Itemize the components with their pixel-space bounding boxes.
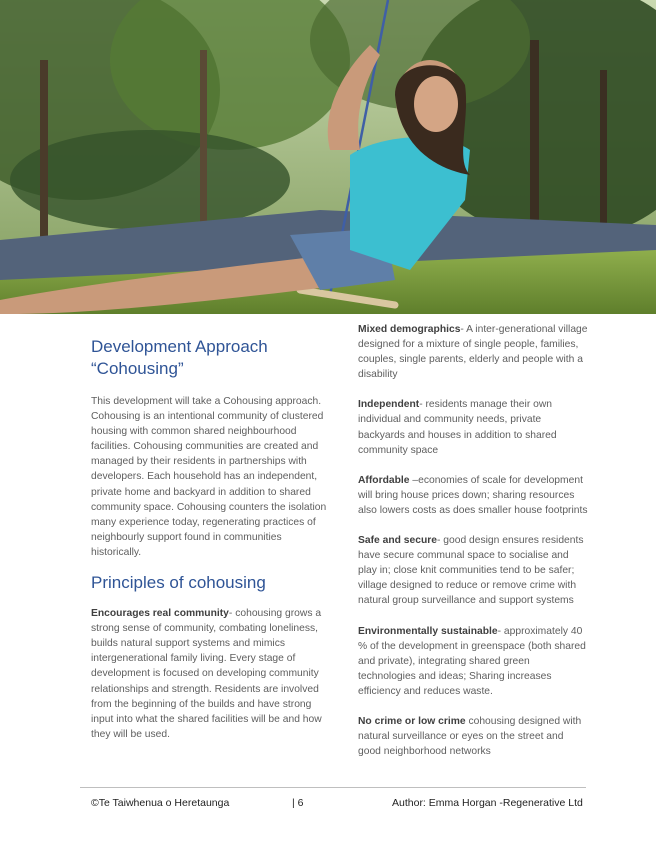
principle-safe-and-secure: [358, 533, 588, 608]
principle-title: Affordable: [358, 474, 410, 486]
cohousing-intro-paragraph: This development will take a Cohousing approach. Cohousing is an intentional community of clustered housing with common shared neighbourhood facilities. Cohousing communities are created and managed by their residents in partnerships with developers. Each household has an independent, private home and backyard in addition to shared community space. Cohousing counters the isolation many experience today, regenerating practices of neighbourly support found in communities historically.: [91, 396, 327, 558]
principle-mixed-demographics: [358, 322, 588, 382]
principle-title: No crime or low crime: [358, 715, 466, 727]
right-column: [358, 322, 588, 774]
principle-independent: [358, 397, 588, 457]
footer-page-number: | 6: [292, 797, 304, 809]
principle-text: - A inter-generational village designed for a mixture of single people, families, couples, single parents, elderly and people with a disability: [358, 324, 588, 381]
principle-text: - residents manage their own individual and community needs, private backyards and houses in addition to shared community space: [358, 399, 557, 456]
principle-title: Encourages real community: [91, 608, 229, 620]
principle-encourages-real-community: [91, 606, 327, 742]
principle-title: Environmentally sustainable: [358, 625, 498, 637]
footer-author: Author: Emma Horgan -Regenerative Ltd: [392, 797, 583, 809]
principle-no-crime: [358, 714, 588, 759]
principle-text: cohousing designed with natural surveillance or eyes on the street and good neighborhood networks: [358, 715, 582, 758]
principle-environmentally-sustainable: [358, 624, 588, 699]
principle-title: Safe and secure: [358, 535, 437, 547]
principle-title: Mixed demographics: [358, 324, 461, 335]
footer-divider: [80, 787, 586, 788]
hero-photo: [0, 0, 656, 314]
development-approach-heading: Development Approach “Cohousing”: [91, 337, 268, 378]
principle-text: - good design ensures residents have secure communal space to socialise and play in; close knit communities tend to be safer; village designed to reduce or remove crime with natural group surveillance and support systems: [358, 535, 584, 607]
principle-affordable: [358, 473, 588, 518]
principle-text: –economies of scale for development will bring house prices down; sharing resources also lowers costs as does smaller house footprints: [358, 474, 588, 516]
principle-text: - cohousing grows a strong sense of community, combating loneliness, builds natural support systems and mimics intergenerational family living. Every stage of development is focused on developing community relationships and strength. Residents are involved from the beginning of the builds and have strong input into what the shared facilities will be and how they will be used.: [91, 608, 322, 740]
footer-copyright: ©Te Taiwhenua o Heretaunga: [91, 797, 230, 809]
girl-on-swing-illustration: [0, 0, 656, 314]
principle-title: Independent: [358, 399, 420, 411]
principle-text: - approximately 40 % of the development in greenspace (both shared and private), integrating shared green technologies and ideas; Sharing increases efficiency and reduces waste.: [358, 625, 586, 697]
left-column: [91, 336, 327, 757]
principles-heading: Principles of cohousing: [91, 573, 266, 593]
